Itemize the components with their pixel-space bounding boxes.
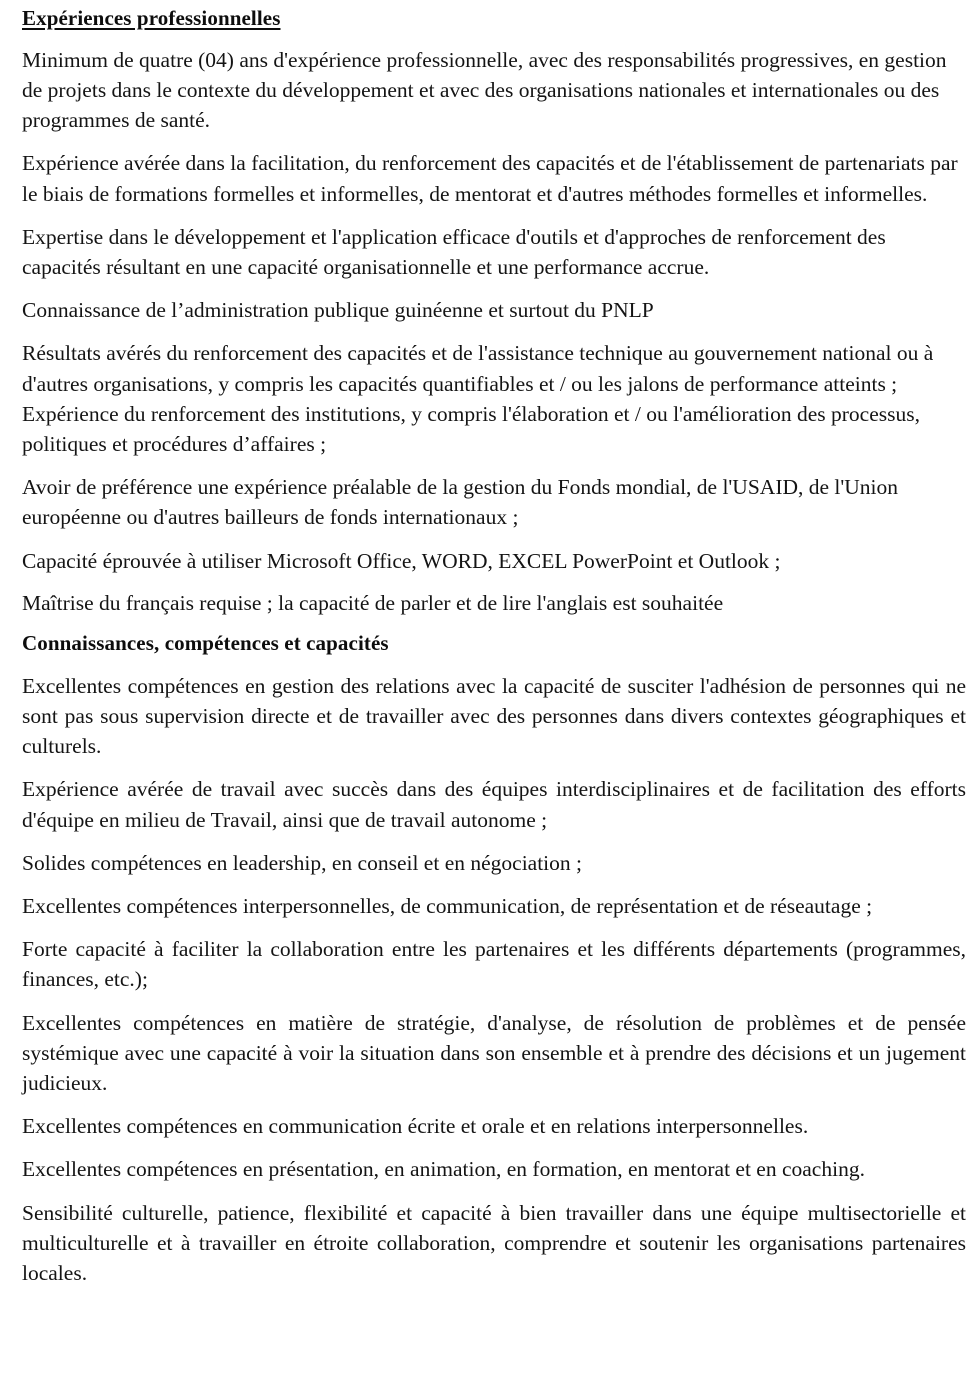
spacer <box>22 282 966 295</box>
spacer <box>22 576 966 588</box>
paragraph: Forte capacité à faciliter la collaboration entre les partenaires et les différents départements (programmes, finances, etc.); <box>22 937 966 992</box>
section-heading-experiences-professionnelles: Expériences professionnelles <box>22 6 281 30</box>
document-body <box>22 6 966 1288</box>
paragraph: Expérience avérée dans la facilitation, du renforcement des capacités et de l'établissement de partenariats par le biais de formations formelles et informelles, de mentorat et d'autres méthodes formelles et informelles. <box>22 151 958 206</box>
paragraph: Minimum de quatre (04) ans d'expérience professionnelle, avec des responsabilités progressives, en gestion de projets dans le contexte du développement et avec des organisations nationales et internationales ou des programmes de santé. <box>22 47 947 133</box>
spacer <box>22 761 966 774</box>
paragraph: Excellentes compétences interpersonnelles, de communication, de représentation et de réseautage ; <box>22 894 873 918</box>
section-connaissances-competences-capacites <box>22 631 966 1288</box>
paragraph: Maîtrise du français requise ; la capacité de parler et de lire l'anglais est souhaitée <box>22 590 724 615</box>
paragraph: Solides compétences en leadership, en conseil et en négociation ; <box>22 850 583 875</box>
spacer <box>22 835 966 848</box>
spacer <box>22 1098 966 1111</box>
spacer <box>22 921 966 934</box>
spacer <box>22 656 966 671</box>
paragraph: Sensibilité culturelle, patience, flexibilité et capacité à bien travailler dans une équipe multisectorielle et multiculturelle et à travailler en étroite collaboration, comprendre et soutenir les organisations partenaires locales. <box>22 1200 966 1286</box>
spacer <box>22 1141 966 1154</box>
spacer <box>22 995 966 1008</box>
section-heading-connaissances-competences-capacites: Connaissances, compétences et capacités <box>22 631 389 656</box>
spacer <box>22 878 966 891</box>
spacer <box>22 533 966 546</box>
spacer <box>22 618 966 631</box>
paragraph: Excellentes compétences en présentation, en animation, en formation, en mentorat et en coaching. <box>22 1157 865 1182</box>
spacer <box>22 209 966 222</box>
spacer <box>22 135 966 148</box>
spacer <box>22 1185 966 1198</box>
paragraph: Expérience avérée de travail avec succès dans des équipes interdisciplinaires et de facilitation des efforts d'équipe en milieu de Travail, ainsi que de travail autonome ; <box>22 777 966 832</box>
spacer <box>22 31 966 45</box>
spacer <box>22 325 966 338</box>
paragraph: Excellentes compétences en gestion des relations avec la capacité de susciter l'adhésion de personnes qui ne sont pas sous supervision directe et de travailler avec des personnes dans divers contextes géographiques et culturels. <box>22 673 966 759</box>
paragraph: Excellentes compétences en communication écrite et orale et en relations interpersonnelles. <box>22 1114 809 1139</box>
paragraph: Connaissance de l’administration publique guinéenne et surtout du PNLP <box>22 298 654 323</box>
paragraph: Expertise dans le développement et l'application efficace d'outils et d'approches de renforcement des capacités résultant en une capacité organisationnelle et une performance accrue. <box>22 224 886 279</box>
paragraph: Capacité éprouvée à utiliser Microsoft Office, WORD, EXCEL PowerPoint et Outlook ; <box>22 548 781 573</box>
section-experiences-professionnelles <box>22 6 966 618</box>
paragraph: Excellentes compétences en matière de stratégie, d'analyse, de résolution de problèmes et de pensée systémique avec une capacité à voir la situation dans son ensemble et à prendre des décisions et un jugement judicieux. <box>22 1010 966 1096</box>
spacer <box>22 459 966 472</box>
paragraph: Avoir de préférence une expérience préalable de la gestion du Fonds mondial, de l'USAID, de l'Union européenne ou d'autres bailleurs de fonds internationaux ; <box>22 475 899 530</box>
paragraph: Résultats avérés du renforcement des capacités et de l'assistance technique au gouvernement national ou à d'autres organisations, y compris les capacités quantifiables et / ou les jalons de performance atteints ; Expérience du renforcement des institutions, y compris l'élaboration et / ou l'amélioration des processus, politiques et procédures d’affaires ; <box>22 341 934 456</box>
